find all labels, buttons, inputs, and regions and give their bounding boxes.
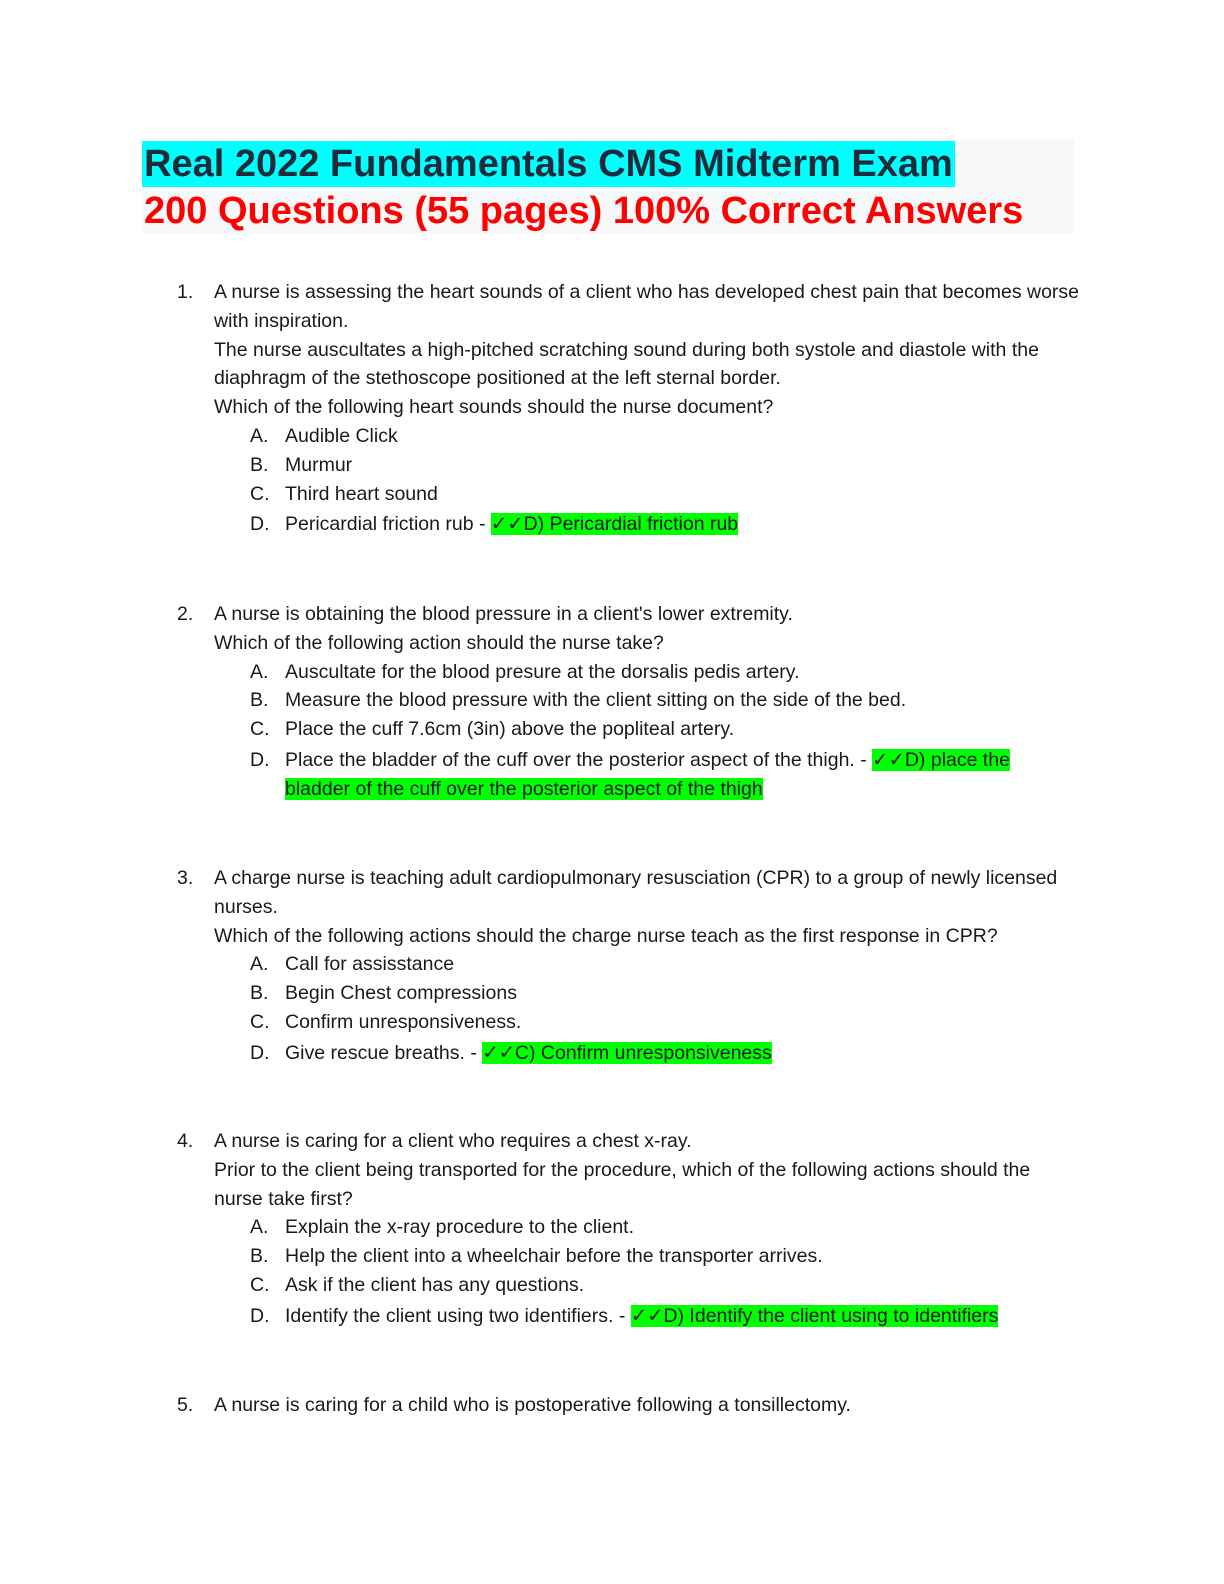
option-a <box>250 1213 1084 1242</box>
correct-answer-highlight: ✓✓D) place the bladder of the cuff over the posterior aspect of the thigh <box>285 748 1010 800</box>
question-body <box>214 278 1084 539</box>
option-text: Auscultate for the blood presure at the dorsalis pedis artery. <box>285 660 800 683</box>
question-body <box>214 600 1084 804</box>
question-number: 2. <box>177 603 194 625</box>
question-stem-line: A charge nurse is teaching adult cardiopulmonary resusciation (CPR) to a group of newly licensed nurses. <box>214 867 1058 918</box>
question-stem-line: A nurse is caring for a client who requires a chest x-ray. <box>214 1130 692 1152</box>
question-stem-line: A nurse is caring for a child who is postoperative following a tonsillectomy. <box>214 1394 851 1416</box>
option-text: Help the client into a wheelchair before the transporter arrives. <box>285 1245 823 1268</box>
option-letter: D. <box>250 1041 270 1064</box>
option-letter: B. <box>250 982 269 1005</box>
option-a <box>250 950 1084 979</box>
option-d <box>250 1302 1084 1331</box>
option-letter: D. <box>250 513 270 536</box>
option-text: Confirm unresponsiveness. <box>285 1010 522 1033</box>
option-text: Murmur <box>285 453 353 476</box>
option-letter: B. <box>250 453 269 476</box>
question-stem-line: Prior to the client being transported for the procedure, which of the following actions should the nurse take first? <box>214 1158 1031 1210</box>
question-body <box>214 1391 1084 1420</box>
option-c <box>250 480 1084 509</box>
document-title: Real 2022 Fundamentals CMS Midterm Exam <box>144 143 953 185</box>
option-letter: D. <box>250 748 270 771</box>
option-letter: B. <box>250 1245 269 1268</box>
option-letter: D. <box>250 1304 270 1327</box>
question-stem-line: Which of the following action should the nurse take? <box>214 631 664 654</box>
option-text-with-answer <box>285 1039 1070 1068</box>
question-number: 4. <box>177 1130 194 1152</box>
option-text-with-answer <box>285 746 1070 804</box>
option-letter: A. <box>250 660 269 683</box>
question-body <box>214 1127 1084 1331</box>
option-text: Pericardial friction rub - <box>285 513 491 536</box>
option-d <box>250 510 1084 539</box>
option-text: Measure the blood pressure with the client sitting on the side of the bed. <box>285 689 907 712</box>
question-number: 1. <box>177 281 194 303</box>
option-text: Explain the x-ray procedure to the client. <box>285 1216 635 1239</box>
correct-answer-highlight: ✓✓D) Identify the client using to identifiers <box>630 1304 999 1327</box>
option-b <box>250 1242 1084 1271</box>
option-text-with-answer <box>285 510 1070 539</box>
option-d <box>250 746 1084 804</box>
option-text: Place the bladder of the cuff over the posterior aspect of the thigh. - <box>285 748 873 771</box>
question-stem-line: Which of the following actions should the charge nurse teach as the first response in CPR? <box>214 924 998 947</box>
option-text: Call for assisstance <box>285 953 455 976</box>
option-text-with-answer <box>285 1302 1070 1331</box>
correct-answer-highlight: ✓✓D) Pericardial friction rub <box>490 513 739 536</box>
option-letter: C. <box>250 1273 270 1296</box>
option-c <box>250 1271 1084 1300</box>
option-letter: A. <box>250 1216 269 1239</box>
option-b <box>250 686 1084 715</box>
question-stem-line: A nurse is obtaining the blood pressure in a client's lower extremity. <box>214 603 793 625</box>
question-number: 5. <box>177 1394 194 1416</box>
option-b <box>250 451 1084 480</box>
question-body <box>214 864 1084 1068</box>
option-c <box>250 1008 1084 1037</box>
option-text: Third heart sound <box>285 482 438 505</box>
option-letter: C. <box>250 718 270 741</box>
option-letter: A. <box>250 424 269 447</box>
option-c <box>250 715 1084 744</box>
correct-answer-highlight: ✓✓C) Confirm unresponsiveness <box>482 1041 772 1064</box>
option-text: Audible Click <box>285 424 398 447</box>
option-b <box>250 979 1084 1008</box>
option-text: Identify the client using two identifiers. - <box>285 1304 631 1327</box>
option-letter: A. <box>250 953 269 976</box>
option-a <box>250 422 1084 451</box>
option-letter: C. <box>250 1010 270 1033</box>
question-number: 3. <box>177 867 194 889</box>
question-stem-line: A nurse is assessing the heart sounds of a client who has developed chest pain that becomes worse with inspiration. <box>214 281 1080 332</box>
option-d <box>250 1039 1084 1068</box>
document-title-block <box>142 140 1074 234</box>
option-text: Ask if the client has any questions. <box>285 1273 585 1296</box>
option-a <box>250 658 1084 687</box>
option-text: Place the cuff 7.6cm (3in) above the popliteal artery. <box>285 718 735 741</box>
option-letter: B. <box>250 689 269 712</box>
document-subtitle: 200 Questions (55 pages) 100% Correct Answers <box>144 190 1024 232</box>
option-text: Give rescue breaths. - <box>285 1041 483 1064</box>
question-stem-line: The nurse auscultates a high-pitched scratching sound during both systole and diastole with the diaphragm of the stethoscope positioned at the left sternal border. <box>214 338 1039 390</box>
option-text: Begin Chest compressions <box>285 982 517 1005</box>
option-letter: C. <box>250 482 270 505</box>
question-stem-line: Which of the following heart sounds should the nurse document? <box>214 396 774 419</box>
